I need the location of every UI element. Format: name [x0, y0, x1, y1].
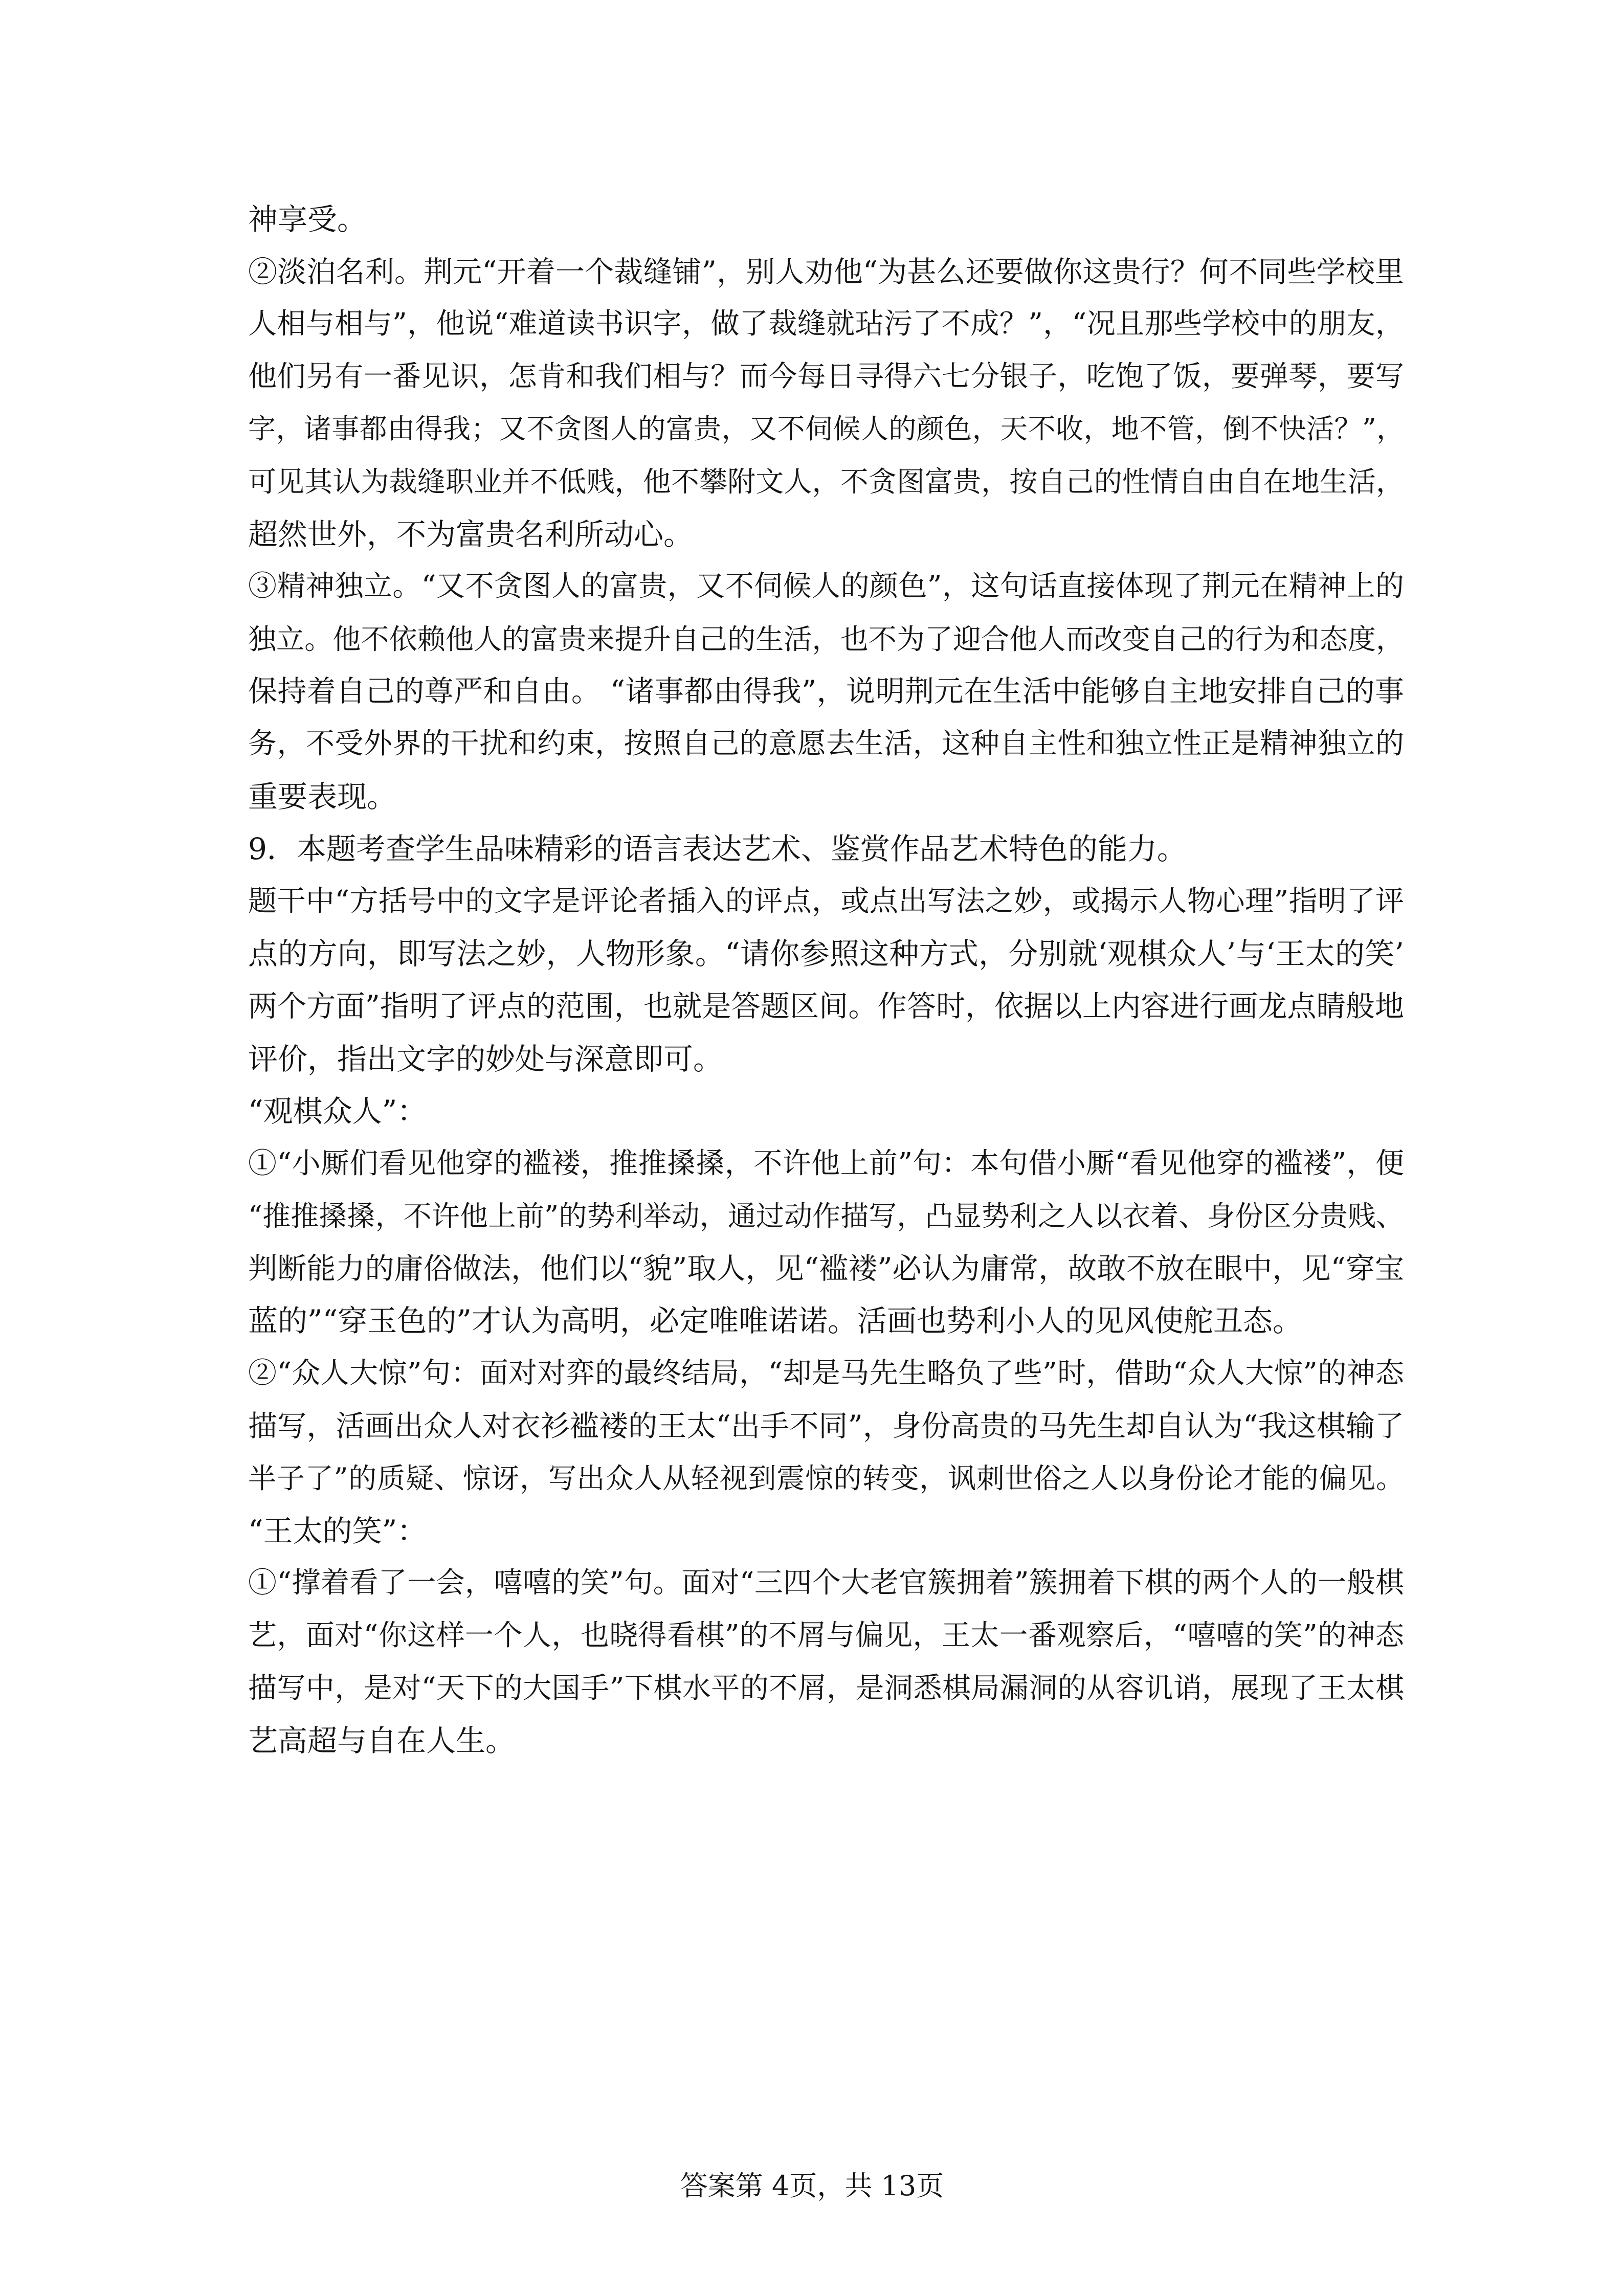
text-line: “王太的笑”：	[248, 1513, 427, 1548]
text-line: ②“众人大惊”句：面对对弈的最终结局，“却是马先生略负了些”时，借助“众人大惊”的神态	[248, 1357, 1404, 1390]
text-line: 人相与相与”，他说“难道读书识字，做了裁缝就玷污了不成？”，“况且那些学校中的朋友，	[248, 307, 1404, 341]
text-line: 蓝的”“穿玉色的”才认为高明，必定唯唯诺诺。活画也势利小人的见风使舵丑态。	[248, 1303, 1302, 1339]
text-line: 描写中，是对“天下的大国手”下棋水平的不屑，是洞悉棋局漏洞的从容讥诮，展现了王太棋	[248, 1671, 1404, 1705]
text-line: 艺，面对“你这样一个人，也晓得看棋”的不屑与偏见，王太一番观察后，“嘻嘻的笑”的神态	[248, 1619, 1404, 1653]
text-line: 评价，指出文字的妙处与深意即可。	[248, 1041, 723, 1076]
text-line: 可见其认为裁缝职业并不低贱，他不攀附文人，不贪图富贵，按自己的性情自由自在地生活，	[248, 465, 1404, 498]
text-line: 务，不受外界的干扰和约束，按照自己的意愿去生活，这种自主性和独立性正是精神独立的	[248, 727, 1404, 760]
text-line: 他们另有一番见识，怎肯和我们相与？而今每日寻得六七分银子，吃饱了饭，要弹琴，要写	[248, 359, 1404, 393]
text-line: ③精神独立。“又不贪图人的富贵，又不伺候人的颜色”，这句话直接体现了荆元在精神上的	[248, 570, 1404, 603]
text-line: 独立。他不依赖他人的富贵来提升自己的生活，也不为了迎合他人而改变自己的行为和态度，	[248, 622, 1404, 656]
text-line: 字，诸事都由得我；又不贪图人的富贵，又不伺候人的颜色，天不收，地不管，倒不快活？”，	[248, 413, 1404, 445]
text-line: 判断能力的庸俗做法，他们以“貌”取人，见“褴褛”必认为庸常，故敢不放在眼中，见“穿宝	[248, 1251, 1404, 1286]
text-line: 两个方面”指明了评点的范围，也就是答题区间。作答时，依据以上内容进行画龙点睛般地	[248, 989, 1404, 1023]
page-number-footer: 答案第 4页，共 13页	[680, 2170, 944, 2202]
text-line: ①“小厮们看见他穿的褴褛，推推搡搡，不许他上前”句：本句借小厮“看见他穿的褴褛”，便	[248, 1146, 1404, 1180]
text-line: 保持着自己的尊严和自由。 “诸事都由得我”，说明荆元在生活中能够自主地安排自己的事	[248, 674, 1404, 709]
text-line: “观棋众人”：	[248, 1094, 427, 1129]
text-line: 超然世外，不为富贵名利所动心。	[248, 516, 694, 552]
text-line: 艺高超与自在人生。	[248, 1723, 516, 1759]
text-line: 半子了”的质疑、惊讶，写出众人从轻视到震惊的转变，讽刺世俗之人以身份论才能的偏见。	[248, 1462, 1404, 1495]
text-line: ①“撑着看了一会，嘻嘻的笑”句。面对“三四个大老官簇拥着”簇拥着下棋的两个人的一般棋	[248, 1566, 1404, 1600]
text-line: 9．本题考查学生品味精彩的语言表达艺术、鉴赏作品艺术特色的能力。	[248, 831, 1187, 867]
text-line: 重要表现。	[248, 779, 397, 814]
text-line: 点的方向，即写法之妙，人物形象。“请你参照这种方式，分别就‘观棋众人’与‘王太的笑’	[248, 936, 1404, 972]
answer-text-body	[248, 193, 1404, 1767]
text-line: 神享受。	[248, 202, 367, 237]
text-line: 描写，活画出众人对衣衫褴褛的王太“出手不同”，身份高贵的马先生却自认为“我这棋输了	[248, 1409, 1404, 1443]
text-line: 题干中“方括号中的文字是评论者插入的评点，或点出写法之妙，或揭示人物心理”指明了评	[248, 884, 1404, 918]
text-line: “推推搡搡，不许他上前”的势利举动，通过动作描写，凸显势利之人以衣着、身份区分贵贱、	[248, 1200, 1404, 1233]
text-line: ②淡泊名利。荆元“开着一个裁缝铺”，别人劝他“为甚么还要做你这贵行？何不同些学校里	[248, 255, 1404, 289]
